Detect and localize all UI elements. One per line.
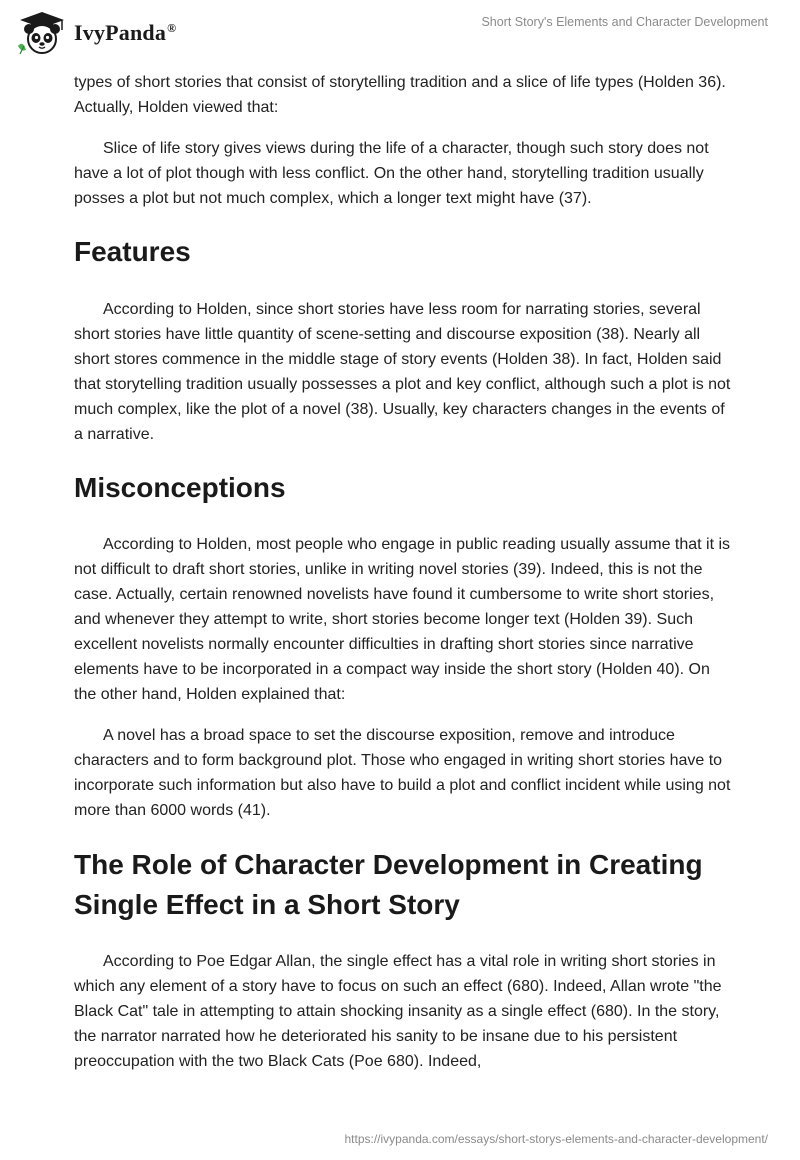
source-url[interactable]: https://ivypanda.com/essays/short-storys-elements-and-character-development/ [344,1132,768,1146]
heading-misconceptions: Misconceptions [74,472,286,503]
heading-features: Features [74,236,191,267]
heading-character-development: The Role of Character Development in Creating Single Effect in a Short Story [74,849,703,920]
paragraph-single-effect: According to Poe Edgar Allan, the single effect has a vital role in writing short stories in which any element of a story have to focus on such an effect (680). Indeed, Allan wrote "the Black Cat" tale in attempting to attain shocking insanity as a single effect (680). In the story, the narrator narrated how he deteriorated his sanity to be insane due to his persistent preoccupation with the two Black Cats (Poe 680). Indeed, [74,953,722,1070]
block-quote-slice-of-life: Slice of life story gives views during the life of a character, though such story does not have a lot of plot though with less conflict. On the other hand, storytelling tradition usually posses a plot but not much complex, which a longer text might have (37). [74,140,709,207]
brand-text: IvyPanda [74,20,167,45]
ivypanda-logo[interactable] [14,10,176,56]
paragraph-continued: types of short stories that consist of storytelling tradition and a slice of life types (Holden 36). Actually, Holden viewed that: [74,74,726,116]
brand-name [74,20,176,46]
page-header [0,0,800,64]
registered-mark: ® [167,20,177,35]
panda-graduate-icon [14,10,70,56]
document-title: Short Story's Elements and Character Development [481,15,768,29]
paragraph-misconceptions: According to Holden, most people who engage in public reading usually assume that it is not difficult to draft short stories, unlike in writing novel stories (39). Indeed, this is not the case. Actually, certain renowned novelists have found it cumbersome to write short stories, and whenever they attempt to write, short stories become longer text (Holden 39). Such excellent novelists normally encounter difficulties in drafting short stories since narrative elements have to be incorporated in a compact way inside the short story (Holden 40). On the other hand, Holden explained that: [74,536,731,703]
paragraph-features: According to Holden, since short stories have less room for narrating stories, several short stories have little quantity of scene-setting and discourse exposition (38). Nearly all short stores commence in the middle stage of story events (Holden 38). In fact, Holden said that storytelling tradition usually possesses a plot and key conflict, although such a plot is not much complex, like the plot of a novel (38). Usually, key characters changes in the events of a narrative. [74,301,731,443]
essay-content [74,70,734,1074]
block-quote-novel: A novel has a broad space to set the discourse exposition, remove and introduce characters and to form background plot. Those who engaged in writing short stories have to incorporate such information but also have to build a plot and conflict incident while using not more than 6000 words (41). [74,727,731,819]
